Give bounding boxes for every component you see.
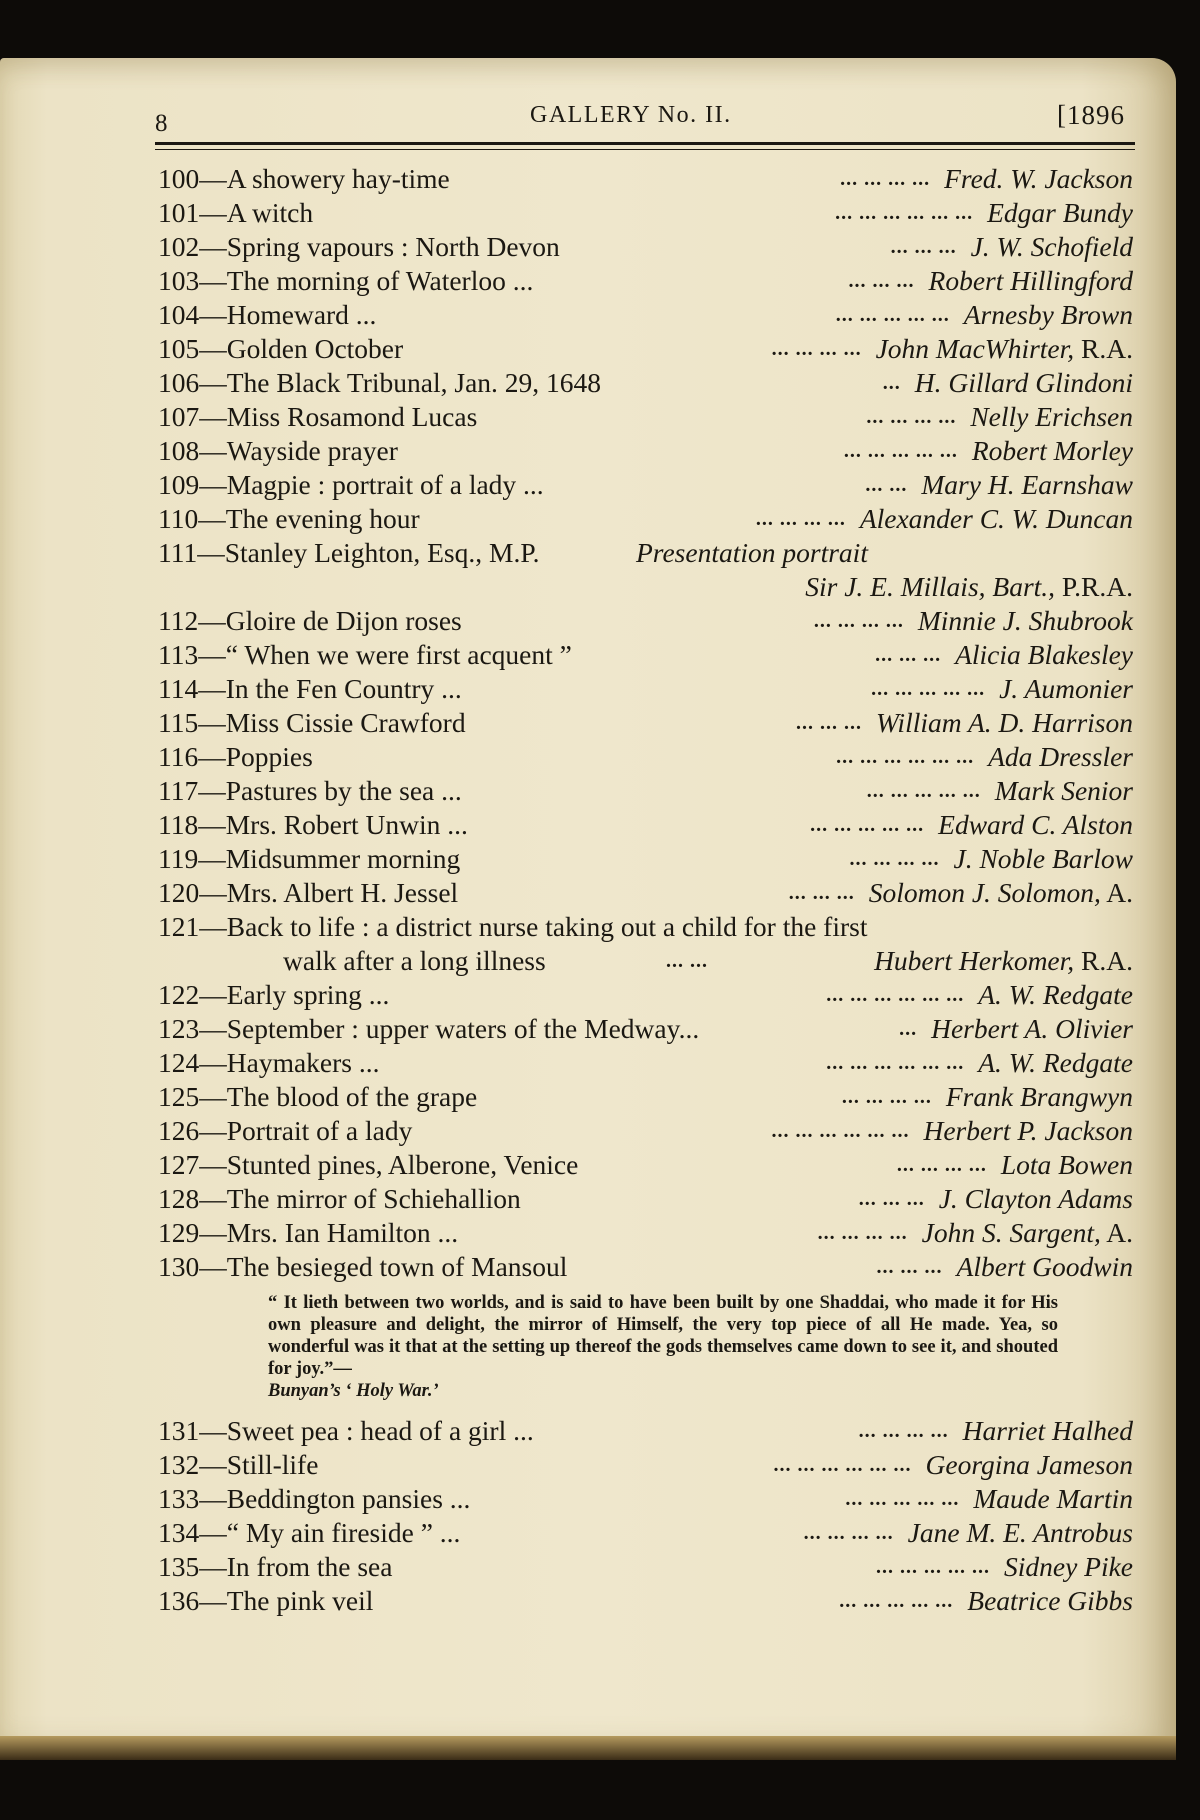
entry-row: 128—The mirror of Schiehallion ... ... ... J. Clayton Adams <box>158 1183 1133 1214</box>
leader-dots: ... ... ... ... ... ... <box>826 984 965 1006</box>
entry-title: In the Fen Country ... <box>225 673 462 704</box>
leader-dots: ... ... ... ... <box>858 1420 949 1442</box>
entry-row: 119—Midsummer morning ... ... ... ... J. Noble Barlow <box>158 843 1133 874</box>
entry-artist: Minnie J. Shubrook <box>917 605 1133 636</box>
entry-title: Midsummer morning <box>225 843 461 874</box>
entry-title: Haymakers ... <box>226 1047 380 1078</box>
entry-row: 109—Magpie : portrait of a lady ... ... ... Mary H. Earnshaw <box>158 469 1133 500</box>
entry-number: 123 <box>158 1013 200 1044</box>
entry-row: 120—Mrs. Albert H. Jessel ... ... ... Solomon J. Solomon, A. <box>158 877 1133 908</box>
entry-artist: Jane M. E. Antrobus <box>907 1517 1133 1548</box>
leader-dots: ... ... ... ... ... ... <box>771 1120 910 1142</box>
entry-artist: Hubert Herkomer, R.A. <box>874 945 1133 976</box>
entry-row: 125—The blood of the grape ... ... ... ... Frank Brangwyn <box>158 1081 1133 1112</box>
leader-dots: ... ... ... <box>876 1256 943 1278</box>
entry-row: 130—The besieged town of Mansoul ... ... ... Albert Goodwin <box>158 1251 1133 1282</box>
entry-title: The mirror of Schiehallion <box>226 1183 521 1214</box>
leader-dots: ... ... ... ... <box>755 508 846 530</box>
entry-title: September : upper waters of the Medway... <box>226 1013 700 1044</box>
quotation-text: “ It lieth between two worlds, and is said to have been built by one Shaddai, who made it for His own pleasure and delight, the mirror of Himself, the very top piece of all He made. Yea, so wonderful was it that at the setting up thereof the gods themselves came down to see it, and shouted for joy.”— <box>268 1293 1058 1379</box>
entry-title: A witch <box>226 197 314 228</box>
entry-title: Golden October <box>226 333 404 364</box>
entry-number: 112 <box>158 605 199 636</box>
entry-number: 135 <box>158 1551 200 1582</box>
leader-dots: ... ... ... ... ... ... <box>836 746 975 768</box>
entry-title: Gloire de Dijon roses <box>225 605 462 636</box>
entry-number: 101 <box>158 197 200 228</box>
page-number: 8 <box>155 110 169 137</box>
entry-title: The evening hour <box>225 503 420 534</box>
entry-artist: J. Aumonier <box>999 673 1133 704</box>
entry-number: 103 <box>158 265 200 296</box>
entry-row: 104—Homeward ... ... ... ... ... ... Arnesby Brown <box>158 299 1133 330</box>
leader-dots: ... ... <box>865 474 908 496</box>
leader-dots: ... ... ... ... ... <box>845 1488 960 1510</box>
entry-title: Miss Rosamond Lucas <box>226 401 478 432</box>
entry-number: 100 <box>158 163 200 194</box>
entry-title: Early spring ... <box>226 979 390 1010</box>
entry-group <box>158 978 1133 1284</box>
entry-artist: Herbert A. Olivier <box>931 1013 1133 1044</box>
entry-title: Mrs. Albert H. Jessel <box>226 877 459 908</box>
entry-group <box>158 604 1133 910</box>
entry-artist: Ada Dressler <box>988 741 1133 772</box>
entry-number: 117 <box>158 775 199 806</box>
entry-number: 109 <box>158 469 200 500</box>
leader-dots: ... ... ... ... ... ... <box>773 1454 912 1476</box>
entry-artist: Beatrice Gibbs <box>967 1585 1133 1616</box>
entry-title: “ My ain fireside ” ... <box>226 1517 461 1548</box>
entry-number: 110 <box>158 503 199 534</box>
entry-title: Miss Cissie Crawford <box>225 707 466 738</box>
entry-artist: Albert Goodwin <box>956 1251 1133 1282</box>
entry-number: 105 <box>158 333 200 364</box>
leader-dots: ... ... ... ... <box>813 610 904 632</box>
entry-title: The besieged town of Mansoul <box>226 1251 568 1282</box>
entry-row: 134—“ My ain fireside ” ... ... ... ... ... Jane M. E. Antrobus <box>158 1517 1133 1548</box>
entry-artist: Mark Senior <box>994 775 1133 806</box>
entry-title: Magpie : portrait of a lady ... <box>226 469 544 500</box>
leader-dots: ... ... ... <box>875 644 942 666</box>
catalogue-list <box>158 162 1133 1618</box>
entry-number: 118 <box>158 809 199 840</box>
page-bottom-edge <box>0 1736 1176 1760</box>
entry-title: Still-life <box>226 1449 319 1480</box>
leader-dots: ... ... ... ... <box>896 1154 987 1176</box>
page-year: [1896 <box>1057 100 1125 130</box>
entry-title-continued: walk after a long illness <box>283 945 546 976</box>
entry-number: 108 <box>158 435 200 466</box>
entry-artist: Solomon J. Solomon, A. <box>868 877 1133 908</box>
entry-number: 136 <box>158 1585 200 1616</box>
entry-121-continuation <box>158 944 1133 978</box>
entry-row: 129—Mrs. Ian Hamilton ... ... ... ... ... John S. Sargent, A. <box>158 1217 1133 1248</box>
entry-artist: Frank Brangwyn <box>945 1081 1133 1112</box>
entry-number: 133 <box>158 1483 200 1514</box>
page-title: GALLERY No. II. <box>530 102 732 128</box>
entry-row: 103—The morning of Waterloo ... ... ... ... Robert Hillingford <box>158 265 1133 296</box>
entry-number: 132 <box>158 1449 200 1480</box>
entry-row: 123—September : upper waters of the Medway... ... Herbert A. Olivier <box>158 1013 1133 1044</box>
entry-title: Spring vapours : North Devon <box>226 231 560 262</box>
entry-number: 113 <box>158 639 199 670</box>
entry-row: 113—“ When we were first acquent ” ... ... ... Alicia Blakesley <box>158 639 1133 670</box>
entry-artist: Maude Martin <box>973 1483 1133 1514</box>
leader-dots: ... ... ... ... ... <box>835 304 950 326</box>
entry-121: 121—Back to life : a district nurse taking out a child for the first <box>158 911 868 942</box>
entry-number: 115 <box>158 707 199 738</box>
entry-row: 127—Stunted pines, Alberone, Venice ... ... ... ... Lota Bowen <box>158 1149 1133 1180</box>
page-header <box>155 102 1135 136</box>
bunyan-quotation <box>268 1292 1058 1402</box>
entry-artist: Arnesby Brown <box>963 299 1133 330</box>
entry-row: 110—The evening hour ... ... ... ... Alexander C. W. Duncan <box>158 503 1133 534</box>
leader-dots: ... ... ... ... <box>849 848 940 870</box>
entry-row: 102—Spring vapours : North Devon ... ... ... J. W. Schofield <box>158 231 1133 262</box>
leader-dots: ... ... ... ... ... ... <box>826 1052 965 1074</box>
leader-dots: ... ... ... ... ... <box>843 440 958 462</box>
entry-title: The Black Tribunal, Jan. 29, 1648 <box>226 367 602 398</box>
entry-number: 111 <box>158 537 198 568</box>
entry-artist: A. W. Redgate <box>978 979 1133 1010</box>
entry-row: 122—Early spring ... ... ... ... ... ... ... A. W. Redgate <box>158 979 1133 1010</box>
entry-title: Beddington pansies ... <box>226 1483 471 1514</box>
entry-row: 106—The Black Tribunal, Jan. 29, 1648 ... H. Gillard Glindoni <box>158 367 1133 398</box>
entry-number: 116 <box>158 741 199 772</box>
entry-number: 130 <box>158 1251 200 1282</box>
entry-row: 115—Miss Cissie Crawford ... ... ... William A. D. Harrison <box>158 707 1133 738</box>
entry-artist: Robert Morley <box>971 435 1133 466</box>
entry-title: The pink veil <box>226 1585 374 1616</box>
entry-artist: Robert Hillingford <box>928 265 1133 296</box>
entry-artist: A. W. Redgate <box>978 1047 1133 1078</box>
entry-row: 107—Miss Rosamond Lucas ... ... ... ... Nelly Erichsen <box>158 401 1133 432</box>
entry-row: 112—Gloire de Dijon roses ... ... ... ... Minnie J. Shubrook <box>158 605 1133 636</box>
entry-number: 126 <box>158 1115 200 1146</box>
entry-artist: Alexander C. W. Duncan <box>859 503 1133 534</box>
entry-number: 114 <box>158 673 199 704</box>
quotation-citation: Bunyan’s ‘ Holy War.’ <box>268 1381 439 1401</box>
entry-artist: Harriet Halhed <box>962 1415 1133 1446</box>
leader-dots: ... ... ... ... ... <box>839 1590 954 1612</box>
entry-artist: J. W. Schofield <box>970 231 1133 262</box>
leader-dots: ... ... ... ... <box>771 338 862 360</box>
entry-number: 121 <box>158 911 200 942</box>
entry-title: Homeward ... <box>226 299 377 330</box>
entry-artist: John S. Sargent, A. <box>921 1217 1133 1248</box>
leader-dots: ... ... ... ... ... <box>875 1556 990 1578</box>
entry-artist: Georgina Jameson <box>925 1449 1133 1480</box>
entry-artist: H. Gillard Glindoni <box>914 367 1133 398</box>
entry-artist: Lota Bowen <box>1000 1149 1133 1180</box>
leader-dots: ... ... ... ... <box>840 168 931 190</box>
entry-row: 105—Golden October ... ... ... ... John MacWhirter, R.A. <box>158 333 1133 364</box>
entry-title: Stunted pines, Alberone, Venice <box>226 1149 579 1180</box>
entry-title: Poppies <box>225 741 313 772</box>
entry-number: 104 <box>158 299 200 330</box>
entry-artist: Edward C. Alston <box>938 809 1133 840</box>
leader-dots: ... ... ... ... ... <box>810 814 925 836</box>
entry-title: Pastures by the sea ... <box>225 775 462 806</box>
entry-number: 128 <box>158 1183 200 1214</box>
entry-row: 100—A showery hay-time ... ... ... ... Fred. W. Jackson <box>158 163 1133 194</box>
entry-row: 135—In from the sea ... ... ... ... ... Sidney Pike <box>158 1551 1133 1582</box>
leader-dots: ... ... ... ... ... <box>871 678 986 700</box>
leader-dots: ... ... ... ... ... <box>866 780 981 802</box>
entry-title: The blood of the grape <box>226 1081 478 1112</box>
leader-dots: ... <box>882 372 901 394</box>
entry-row: 132—Still-life ... ... ... ... ... ... Georgina Jameson <box>158 1449 1133 1480</box>
header-rule-thin <box>155 149 1135 150</box>
entry-number: 122 <box>158 979 200 1010</box>
entry-artist: Herbert P. Jackson <box>923 1115 1133 1146</box>
leader-dots: ... ... ... <box>848 270 915 292</box>
entry-number: 129 <box>158 1217 200 1248</box>
entry-title: Portrait of a lady <box>226 1115 413 1146</box>
entry-row: 108—Wayside prayer ... ... ... ... ... Robert Morley <box>158 435 1133 466</box>
entry-number: 131 <box>158 1415 200 1446</box>
entry-group <box>158 162 1133 536</box>
entry-title: The morning of Waterloo ... <box>226 265 534 296</box>
entry-row: 133—Beddington pansies ... ... ... ... ... ... Maude Martin <box>158 1483 1133 1514</box>
entry-number: 127 <box>158 1149 200 1180</box>
entry-title: Stanley Leighton, Esq., M.P. <box>224 537 540 568</box>
entry-number: 119 <box>158 843 199 874</box>
entry-row: 124—Haymakers ... ... ... ... ... ... ... A. W. Redgate <box>158 1047 1133 1078</box>
entry-number: 102 <box>158 231 200 262</box>
entry-note: Presentation portrait <box>636 537 868 568</box>
leader-dots: ... ... ... ... <box>803 1522 894 1544</box>
leader-dots: ... <box>899 1018 918 1040</box>
entry-title: A showery hay-time <box>226 163 450 194</box>
leader-dots: ... ... ... <box>858 1188 925 1210</box>
entry-title: Mrs. Robert Unwin ... <box>225 809 468 840</box>
entry-row: 136—The pink veil ... ... ... ... ... Beatrice Gibbs <box>158 1585 1133 1616</box>
entry-artist: Alicia Blakesley <box>955 639 1133 670</box>
entry-artist: Mary H. Earnshaw <box>921 469 1133 500</box>
leader-dots: ... ... ... ... <box>866 406 957 428</box>
entry-artist: Edgar Bundy <box>987 197 1133 228</box>
leader-dots: ... ... ... ... <box>841 1086 932 1108</box>
entry-artist: J. Clayton Adams <box>938 1183 1133 1214</box>
leader-dots: ... ... ... <box>796 712 863 734</box>
entry-number: 134 <box>158 1517 200 1548</box>
entry-number: 107 <box>158 401 200 432</box>
entry-row: 126—Portrait of a lady ... ... ... ... ... ... Herbert P. Jackson <box>158 1115 1133 1146</box>
leader-dots: ... ... <box>666 950 708 972</box>
entry-title: Back to life : a district nurse taking out a child for the first <box>226 911 868 942</box>
entry-number: 106 <box>158 367 200 398</box>
entry-title: Sweet pea : head of a girl ... <box>226 1415 534 1446</box>
entry-row: 116—Poppies ... ... ... ... ... ... Ada Dressler <box>158 741 1133 772</box>
leader-dots: ... ... ... <box>788 882 855 904</box>
entry-number: 120 <box>158 877 200 908</box>
leader-dots: ... ... ... ... <box>817 1222 908 1244</box>
entry-title: Mrs. Ian Hamilton ... <box>226 1217 459 1248</box>
entry-111-artist-line <box>158 570 1133 604</box>
entry-row: 101—A witch ... ... ... ... ... ... Edgar Bundy <box>158 197 1133 228</box>
entry-group <box>158 1414 1133 1618</box>
entry-111: 111—Stanley Leighton, Esq., M.P. Presentation portrait <box>158 537 868 568</box>
entry-title: In from the sea <box>226 1551 393 1582</box>
entry-row: 117—Pastures by the sea ... ... ... ... ... ... Mark Senior <box>158 775 1133 806</box>
entry-title: “ When we were first acquent ” <box>225 639 572 670</box>
entry-title: Wayside prayer <box>226 435 398 466</box>
entry-artist: Sidney Pike <box>1003 1551 1133 1582</box>
entry-number: 124 <box>158 1047 200 1078</box>
entry-artist: Sir J. E. Millais, Bart., P.R.A. <box>805 571 1133 602</box>
entry-artist: Fred. W. Jackson <box>944 163 1133 194</box>
entry-number: 125 <box>158 1081 200 1112</box>
entry-artist: Nelly Erichsen <box>970 401 1133 432</box>
leader-dots: ... ... ... ... ... ... <box>835 202 974 224</box>
entry-artist: J. Noble Barlow <box>953 843 1133 874</box>
header-rule-thick <box>155 142 1135 145</box>
entry-row: 131—Sweet pea : head of a girl ... ... ... ... ... Harriet Halhed <box>158 1415 1133 1446</box>
leader-dots: ... ... ... <box>890 236 957 258</box>
entry-row: 118—Mrs. Robert Unwin ... ... ... ... ... ... Edward C. Alston <box>158 809 1133 840</box>
entry-row: 114—In the Fen Country ... ... ... ... ... ... J. Aumonier <box>158 673 1133 704</box>
entry-artist: William A. D. Harrison <box>876 707 1133 738</box>
entry-artist: John MacWhirter, R.A. <box>875 333 1133 364</box>
